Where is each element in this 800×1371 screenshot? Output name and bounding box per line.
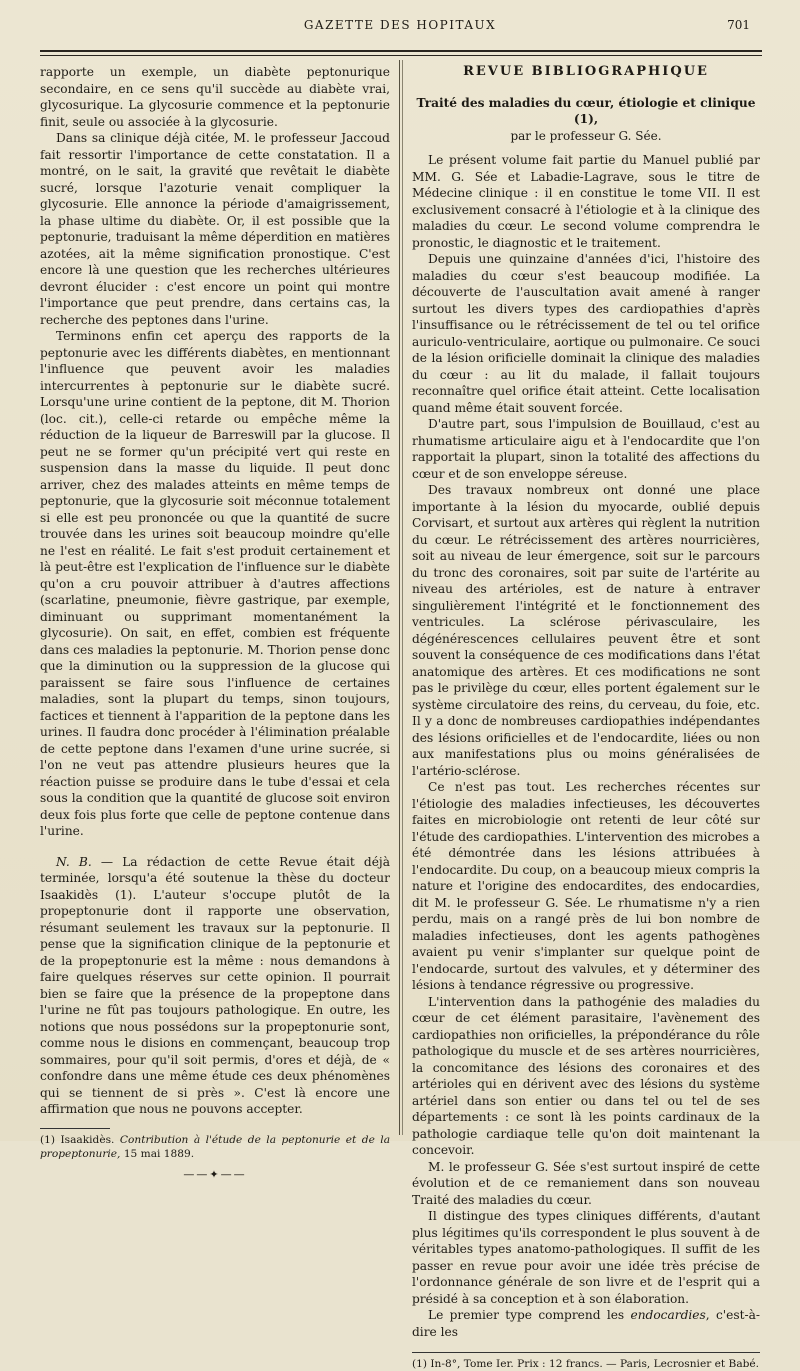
nota-bene-paragraph bbox=[40, 854, 390, 1118]
spacer bbox=[40, 840, 390, 854]
paragraph: D'autre part, sous l'impulsion de Bouillaud, c'est au rhumatisme articulaire aigu et à l'endocardite que l'on rapportait la plupart, sinon la totalité des affections du cœur et de son enveloppe séreuse. bbox=[412, 417, 760, 481]
section-title: REVUE BIBLIOGRAPHIQUE bbox=[463, 64, 709, 79]
paragraph: Terminons enfin cet aperçu des rapports de la peptonurie avec les différents diabètes, en mentionnant l'influence que peuvent avoir les maladies intercurrentes à peptonurie sur le diabète sucré. Lorsqu'une urine contient de la peptone, dit M. Thorion (loc. cit.), celle-ci retarde ou empêche même la réduction de la liqueur de Barreswill par la glucose. Il peut ne se former qu'un précipité vert qui reste en suspension dans la masse du liquide. Il peut donc arriver, chez des malades atteints en même temps de peptonurie, que la glycosurie soit méconnue totalement si elle est peu prononcée ou que la quantité de sucre trouvée dans les urines soit beaucoup moindre qu'elle ne l'est en réalité. Le fait s'est produit certainement et là peut-être est l'explication de l'influence sur le diabète qu'on a cru pouvoir attribuer à d'autres affections (scarlatine, pneumonie, fièvre gastrique, par exemple, diminuant ou supprimant momentanément la glycosurie). On sait, en effet, combien est fréquente dans ces maladies la peptonurie. M. Thorion pense donc que la diminution ou la suppression de la glucose qui paraissent se faire sous l'influence de certaines maladies, sont la plupart du temps, sinon toujours, factices et tiennent à l'apparition de la peptone dans les urines. Il faudra donc procéder à l'élimination préalable de cette peptone dans l'examen d'une urine sucrée, si l'on ne veut pas attendre plusieurs heures que la réaction puisse se produire dans le tube d'essai et cela sous la condition que la quantité de glucose soit environ deux fois plus forte que celle de peptone contenue dans l'urine. bbox=[40, 329, 390, 838]
emphasis: endocardies bbox=[630, 1308, 706, 1322]
footnote-author: (1) Isaakidès. bbox=[40, 1133, 115, 1146]
column-separator-thin bbox=[402, 60, 403, 1135]
footnote bbox=[40, 1133, 390, 1161]
left-column bbox=[40, 64, 390, 1183]
paragraph: Ce n'est pas tout. Les recherches récentes sur l'étiologie des maladies infectieuses, les découvertes faites en microbiologie ont retenti de leur côté sur l'étude des cardiopathies. L'intervention des microbes a été démontrée dans les lésions attribuées à l'endocardite. Du coup, on a beaucoup mieux compris la nature et l'origine des endocardites, des endocardies, dit M. le professeur G. Sée. Le rhumatisme n'y a rien perdu, mais on a rangé près de lui bon nombre de maladies infectieuses, dont les agents pathogènes avaient pu venir s'implanter sur quelque point de l'endocarde, surtout des valvules, et y déterminer des lésions à tendance régressive ou progressive. bbox=[412, 780, 760, 992]
right-column bbox=[412, 64, 760, 1371]
paragraph: Depuis une quinzaine d'années d'ici, l'histoire des maladies du cœur s'est beaucoup modifiée. La découverte de l'auscultation avait amené à ranger surtout les divers types des cardiopathies d'après l'insuffisance ou le rétrécissement de tel ou tel orifice auriculo-ventriculaire, aortique ou pulmonaire. Ce souci de la lésion orificielle dominait la clinique des maladies du cœur : au lit du malade, il fallait toujours reconnaître quel orifice était atteint. Cette localisation quand même était souvent forcée. bbox=[412, 252, 760, 415]
page-number: 701 bbox=[727, 18, 750, 32]
footnote-title: Contribution à l'étude de la peptonurie et de la propeptonurie, bbox=[40, 1133, 391, 1160]
text-run: Le premier type comprend les bbox=[428, 1308, 631, 1322]
paragraph: Il distingue des types cliniques différents, d'autant plus légitimes qu'ils correspondent le plus souvent à de véritables types anatomo-pathologiques. Il suffit de les passer en revue pour avoir une idée très précise de l'ordonnance générale de son livre et de l'esprit qui a présidé à sa conception et à son élaboration. bbox=[412, 1209, 760, 1306]
paragraph: L'intervention dans la pathogénie des maladies du cœur de cet élément parasitaire, l'avènement des cardiopathies non orificielles, la prépondérance du rôle pathologique du muscle et de ses artères nourricières, la concomitance des lésions des coronaires et des artérioles qui en dérivent avec des lésions du système artériel dans son entier ou dans tel ou tel de ses départements : ce sont là les points cardinaux de la pathologie cardiaque telle qu'on doit maintenant la concevoir. bbox=[412, 994, 760, 1157]
column-separator bbox=[399, 60, 400, 1135]
book-title: Traité des maladies du cœur, étiologie et clinique (1), bbox=[416, 95, 756, 126]
header-rule-thin bbox=[40, 55, 762, 56]
book-author: par le professeur G. Sée. bbox=[510, 128, 662, 143]
paragraph: Dans sa clinique déjà citée, M. le professeur Jaccoud fait ressortir l'importance de cette constatation. Il a montré, on le sait, la gravité que revêtait le diabète sucré, lorsque l'azoturie venait compliquer la glycosurie. Elle annonce la période d'amaigrissement, la phase ultime du diabète. Or, il est possible que la peptonurie, traduisant la même déperdition en matières azotées, ait la même signification pronostique. C'est encore là une question que les recherches ultérieures devront élucider : c'est encore un point qui montre l'importance que peut prendre, dans certains cas, la recherche des peptones dans l'urine. bbox=[40, 131, 390, 327]
footnote: (1) In-8°, Tome Ier. Prix : 12 francs. — Paris, Lecrosnier et Babé. bbox=[412, 1358, 760, 1370]
nota-bene-text: — La rédaction de cette Revue était déjà terminée, lorsqu'a été soutenue la thèse du docteur Isaakidès (1). L'auteur s'occupe plutôt de la propeptonurie dont il rapporte une observation, résumant seulement les travaux sur la peptonurie. Il pense que la signification clinique de la peptonurie et de la propeptonurie est la même : nous demandons à faire quelques réserves sur cette opinion. Il pourrait bien se faire que la présence de la propeptone dans l'urine ne fût pas toujours pathologique. En outre, les notions que nous possédons sur la propeptonurie sont, comme nous le disions en commençant, beaucoup trop sommaires, pour qu'il soit permis, d'ores et déjà, de « confondre dans une même étude ces deux phénomènes qui se tiennent de si près ». C'est là encore une affirmation que nous ne pouvons accepter. bbox=[40, 854, 390, 1116]
paragraph: rapporte un exemple, un diabète peptonurique secondaire, en ce sens qu'il succède au diabète vrai, glycosurique. La glycosurie commence et la peptonurie finit, seule ou associée à la glycosurie. bbox=[40, 65, 390, 129]
paragraph: M. le professeur G. Sée s'est surtout inspiré de cette évolution et de ce remaniement dans son nouveau Traité des maladies du cœur. bbox=[412, 1159, 760, 1207]
paragraph bbox=[412, 1307, 760, 1340]
paragraph: Le présent volume fait partie du Manuel publié par MM. G. Sée et Labadie-Lagrave, sous le titre de Médecine clinique : il en constitue le tome VII. Il est exclusivement consacré à l'étiologie et à la clinique des maladies du cœur. Le second volume comprendra le pronostic, le diagnostic et le traitement. bbox=[412, 153, 760, 250]
text-run: , c'est-à-dire les bbox=[412, 1308, 760, 1339]
paragraph: Des travaux nombreux ont donné une place importante à la lésion du myocarde, oublié depuis Corvisart, et surtout aux artères qui règlent la nutrition du cœur. Le rétrécissement des artères nourricières, soit au niveau de leur émergence, soit sur le parcours du tronc des coronaires, soit par suite de l'artérite au niveau des artérioles, est de nature à entraver singulièrement l'intégrité et le fonctionnement des ventricules. La sclérose périvasculaire, les dégénérescences cellulaires peuvent être et sont souvent la conséquence de ces modifications dans l'état anatomique des artères. Et ces modifications ne sont pas le privilège du cœur, elles portent également sur le système circulatoire des reins, du cerveau, du foie, etc. Il y a donc de nombreuses cardiopathies indépendantes des lésions orificielles et de l'endocardite, liées ou non aux manifestations plus ou moins généralisées de l'artério-sclérose. bbox=[412, 483, 760, 778]
running-title: GAZETTE DES HOPITAUX bbox=[303, 18, 497, 32]
header-rule bbox=[40, 50, 762, 52]
footnote-rule bbox=[412, 1352, 760, 1353]
nota-bene-label: N. B. bbox=[56, 854, 92, 869]
ornament-divider: ——✦—— bbox=[183, 1167, 247, 1181]
footnote-date: 15 mai 1889. bbox=[123, 1147, 195, 1160]
footnote-rule bbox=[40, 1128, 110, 1129]
